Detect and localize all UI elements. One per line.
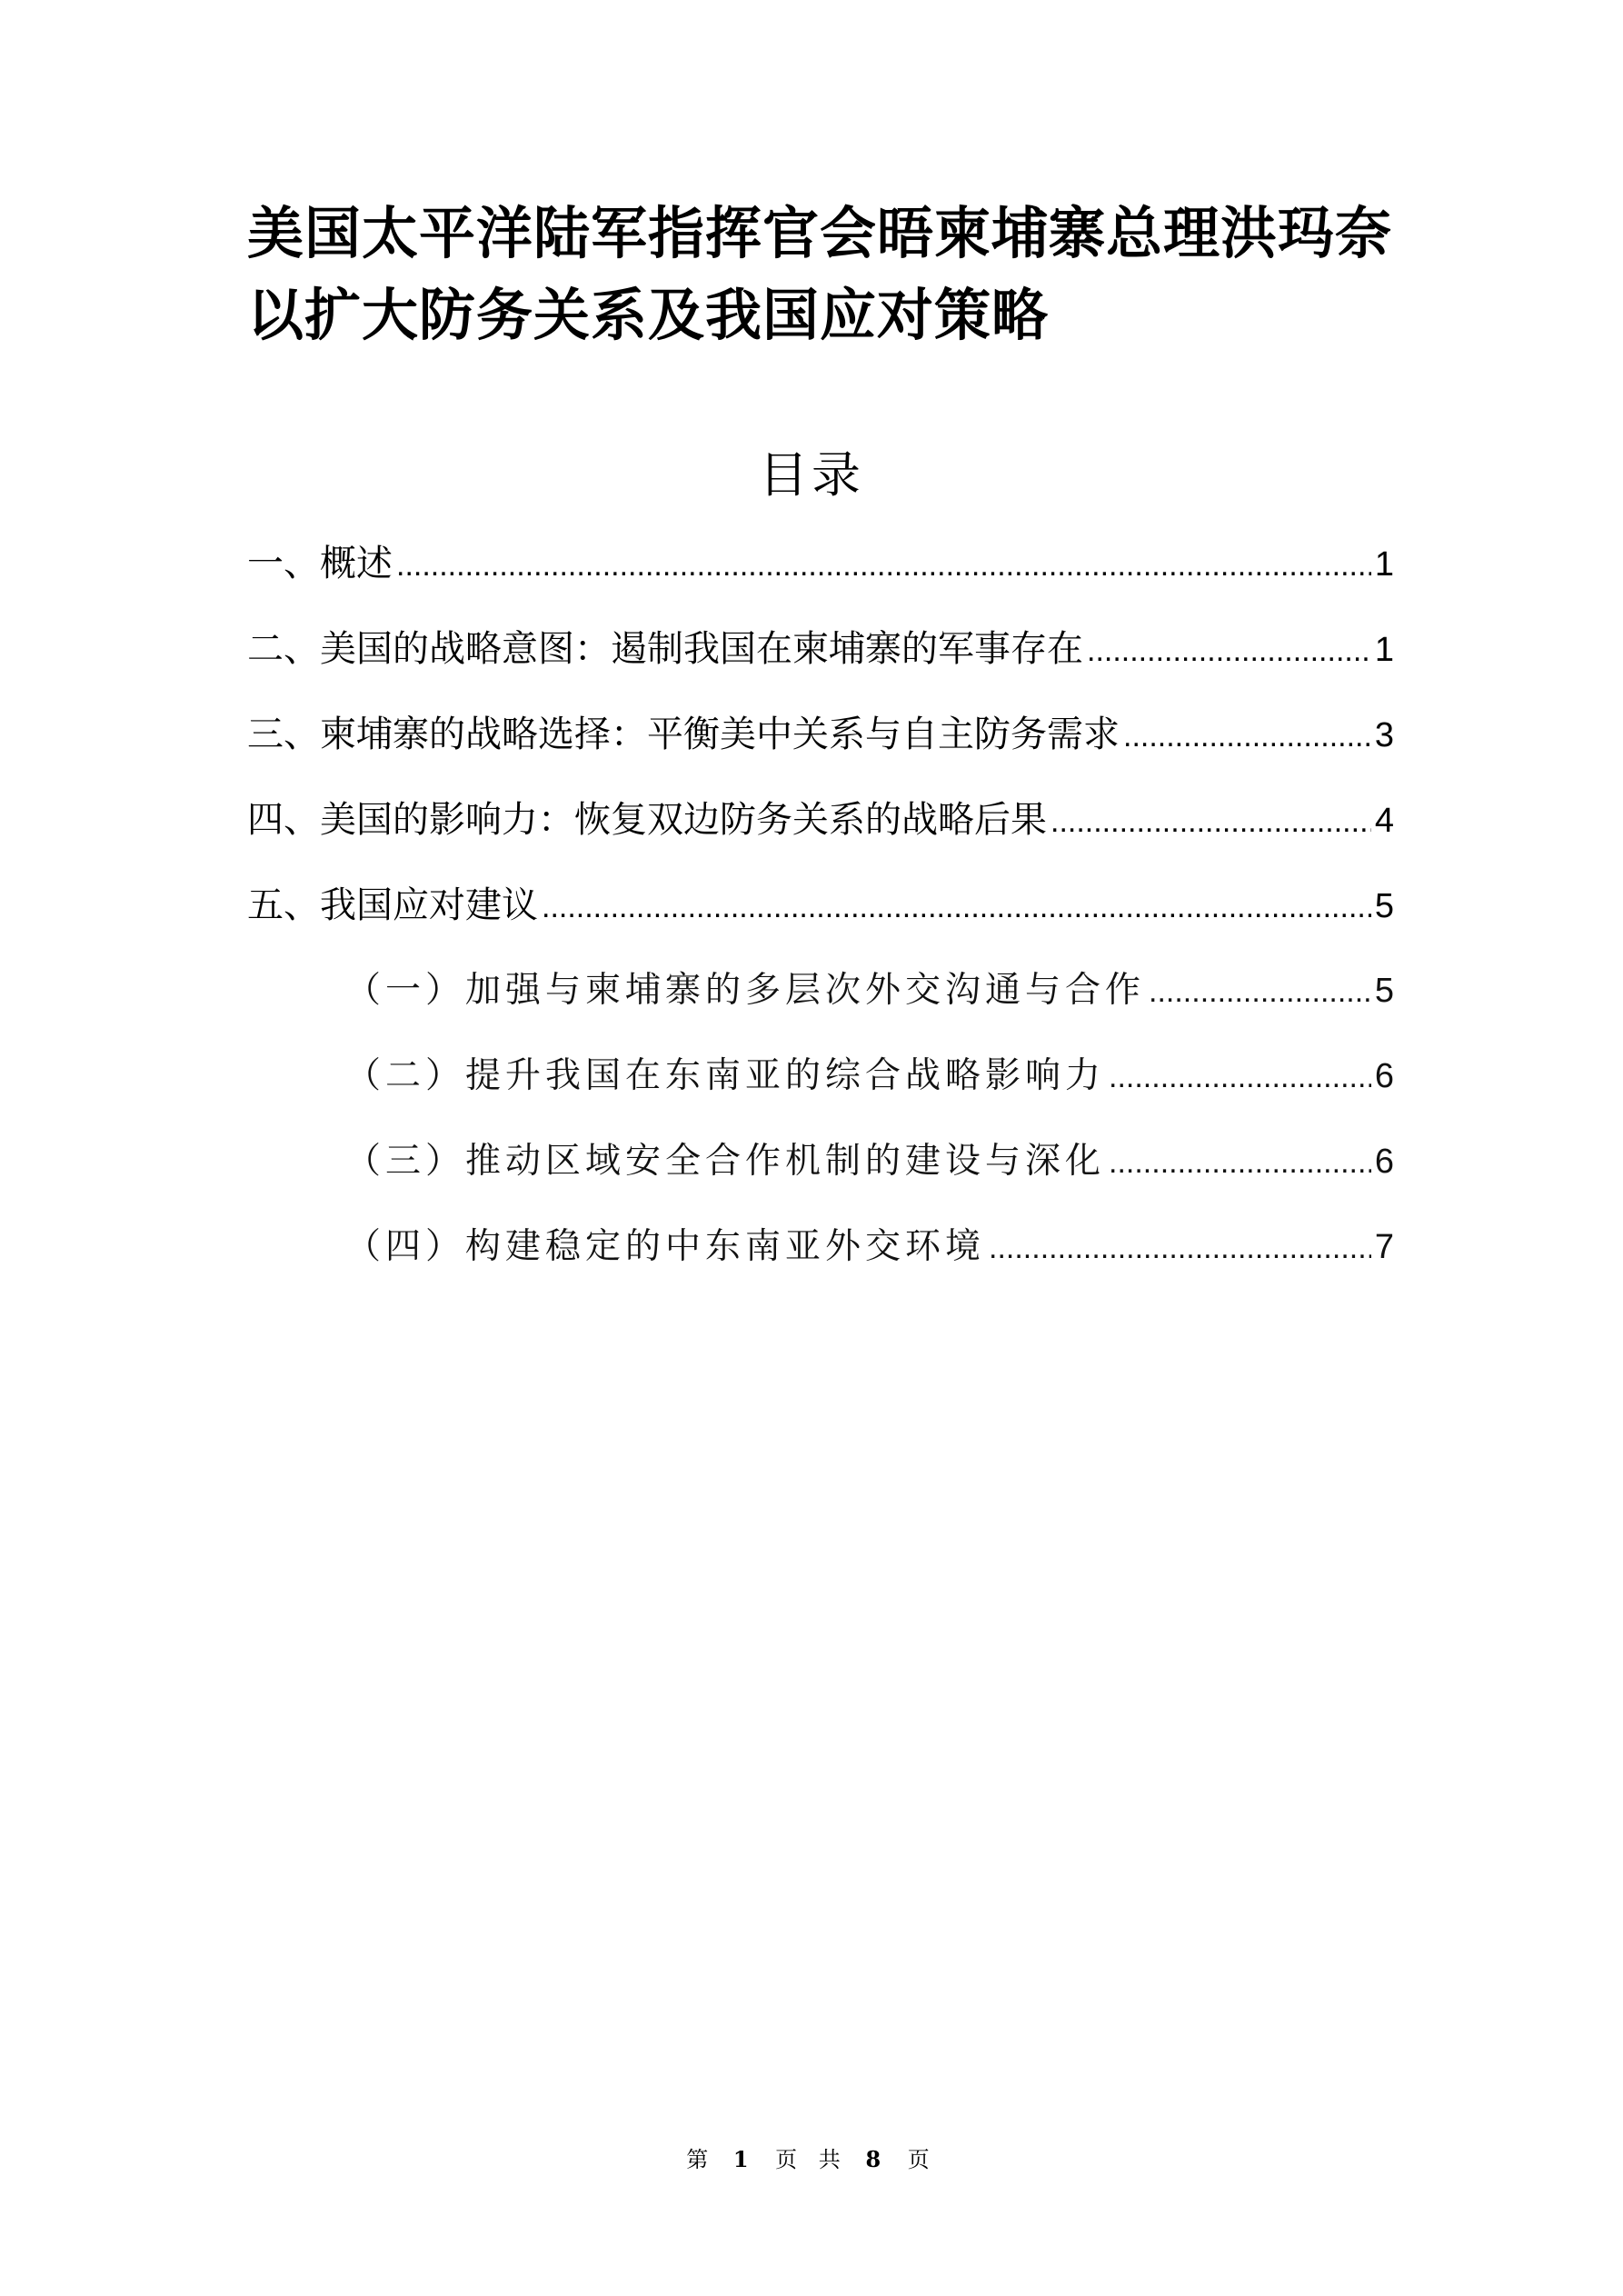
toc-entry-label: 一、概述 <box>247 543 393 584</box>
toc-entry-label: （二）提升我国在东南亚的综合战略影响力 <box>345 1055 1106 1096</box>
toc-entry-page: 4 <box>1374 802 1394 840</box>
toc-dot-leader <box>1123 704 1371 768</box>
toc-entry-label: 三、柬埔寨的战略选择：平衡美中关系与自主防务需求 <box>247 714 1120 755</box>
toc-dot-leader <box>1109 1131 1371 1194</box>
toc-subentry[interactable] <box>247 1044 1394 1130</box>
toc-entry[interactable] <box>247 703 1394 788</box>
toc-subentry[interactable] <box>247 1130 1394 1215</box>
footer-suffix: 页 <box>907 2147 937 2172</box>
table-of-contents <box>247 532 1394 1301</box>
footer-current-page: 1 <box>732 2146 749 2172</box>
toc-entry-label: （四）构建稳定的中东南亚外交环境 <box>345 1226 986 1267</box>
toc-dot-leader <box>1087 619 1371 683</box>
toc-entry-label: 四、美国的影响力：恢复双边防务关系的战略后果 <box>247 799 1047 841</box>
toc-dot-leader <box>1109 1045 1371 1109</box>
toc-dot-leader <box>396 534 1371 597</box>
toc-subentry[interactable] <box>247 1215 1394 1301</box>
toc-entry-label: （三）推动区域安全合作机制的建设与深化 <box>345 1141 1106 1182</box>
toc-dot-leader <box>542 875 1371 939</box>
toc-entry-label: 五、我国应对建议 <box>247 884 538 926</box>
footer-prefix: 第 <box>686 2147 716 2172</box>
footer-middle: 页 共 <box>775 2147 848 2172</box>
toc-dot-leader <box>1050 790 1371 854</box>
toc-heading: 目录 <box>759 446 864 504</box>
toc-entry-page: 5 <box>1374 887 1394 925</box>
page-footer <box>0 2141 1623 2173</box>
footer-total-pages: 8 <box>865 2146 881 2172</box>
toc-entry-page: 1 <box>1374 545 1394 584</box>
toc-subentry[interactable] <box>247 959 1394 1044</box>
toc-entry-page: 7 <box>1374 1228 1394 1266</box>
toc-entry[interactable] <box>247 788 1394 873</box>
toc-entry-page: 3 <box>1374 716 1394 754</box>
toc-entry-label: （一）加强与柬埔寨的多层次外交沟通与合作 <box>345 970 1146 1011</box>
toc-entry-page: 5 <box>1374 972 1394 1010</box>
toc-entry-page: 1 <box>1374 631 1394 669</box>
toc-dot-leader <box>1149 960 1371 1023</box>
toc-dot-leader <box>989 1216 1371 1280</box>
toc-entry-page: 6 <box>1374 1057 1394 1095</box>
toc-entry[interactable] <box>247 617 1394 703</box>
toc-entry-label: 二、美国的战略意图：遏制我国在柬埔寨的军事存在 <box>247 628 1083 670</box>
toc-entry[interactable] <box>247 873 1394 959</box>
toc-entry-page: 6 <box>1374 1143 1394 1181</box>
toc-entry[interactable] <box>247 532 1394 617</box>
document-title: 美国太平洋陆军指挥官会晤柬埔寨总理洪玛奈以扩大防务关系及我国应对策略 <box>247 200 1393 348</box>
